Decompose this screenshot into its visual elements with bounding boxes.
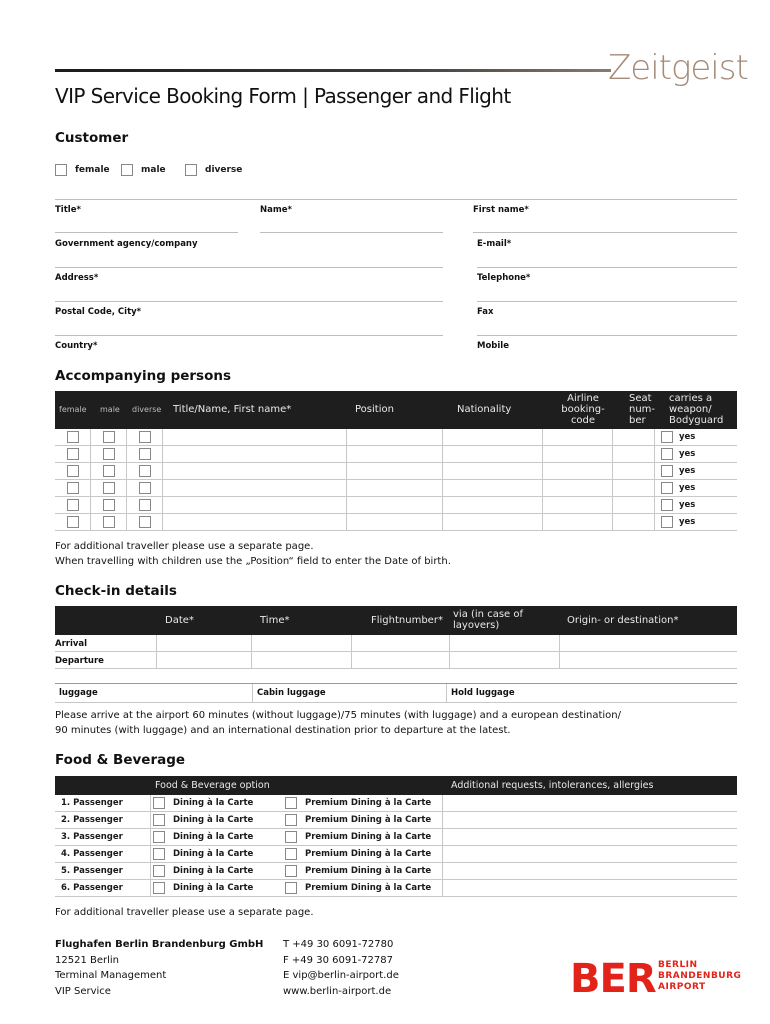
female-checkbox[interactable] bbox=[67, 431, 79, 443]
col-seat: Seat num-ber bbox=[629, 393, 656, 426]
food-row bbox=[55, 863, 737, 880]
diverse-checkbox[interactable] bbox=[139, 482, 151, 494]
premium-dining-option bbox=[283, 846, 443, 862]
footer-city: 12521 Berlin bbox=[55, 954, 120, 966]
gender-cell bbox=[55, 446, 91, 462]
customer-heading: Customer bbox=[55, 130, 129, 146]
footer-contact bbox=[283, 937, 399, 999]
page-title: VIP Service Booking Form | Passenger and Flight bbox=[55, 84, 511, 108]
additional-requests-cell[interactable] bbox=[443, 880, 737, 896]
seat-cell[interactable] bbox=[613, 497, 655, 513]
gender-options bbox=[55, 164, 242, 176]
dining-a-la-carte-checkbox[interactable] bbox=[153, 848, 165, 860]
yes-label: yes bbox=[679, 466, 696, 476]
ber-logo-text bbox=[658, 960, 741, 993]
female-checkbox[interactable] bbox=[55, 164, 67, 176]
col-flightnumber: Flightnumber* bbox=[371, 615, 443, 626]
male-checkbox[interactable] bbox=[103, 499, 115, 511]
accompanying-row bbox=[55, 497, 737, 514]
footer-email[interactable]: E vip@berlin-airport.de bbox=[283, 970, 399, 981]
dining-a-la-carte-checkbox[interactable] bbox=[153, 865, 165, 877]
weapon-cell bbox=[655, 514, 737, 530]
arrival-flight[interactable] bbox=[352, 635, 450, 651]
title-field[interactable]: Title* bbox=[55, 200, 238, 233]
departure-via[interactable] bbox=[450, 652, 560, 668]
checkin-heading: Check-in details bbox=[55, 583, 177, 599]
fax-field[interactable]: Fax bbox=[477, 302, 737, 336]
col-diverse: diverse bbox=[132, 405, 162, 414]
premium-dining-checkbox[interactable] bbox=[285, 848, 297, 860]
dining-a-la-carte-option bbox=[151, 846, 283, 862]
col-via: via (in case of layovers) bbox=[453, 609, 524, 631]
name-cell[interactable] bbox=[163, 480, 347, 496]
dining-a-la-carte-label: Dining à la Carte bbox=[173, 798, 254, 808]
seat-cell[interactable] bbox=[613, 463, 655, 479]
col-origin: Origin- or destination* bbox=[567, 615, 679, 626]
nationality-cell[interactable] bbox=[443, 480, 543, 496]
premium-dining-option bbox=[283, 812, 443, 828]
arrival-note-1: Please arrive at the airport 60 minutes (without luggage)/75 minutes (with luggage) and a european destination/ bbox=[55, 710, 622, 721]
col-weapon: carries a weapon/ Bodyguard bbox=[669, 393, 724, 426]
male-checkbox[interactable] bbox=[103, 516, 115, 528]
dining-a-la-carte-label: Dining à la Carte bbox=[173, 849, 254, 859]
weapon-cell bbox=[655, 497, 737, 513]
male-checkbox[interactable] bbox=[103, 482, 115, 494]
premium-dining-label: Premium Dining à la Carte bbox=[305, 866, 432, 876]
accompanying-row bbox=[55, 463, 737, 480]
food-header bbox=[55, 776, 737, 795]
nationality-cell[interactable] bbox=[443, 514, 543, 530]
arrival-via[interactable] bbox=[450, 635, 560, 651]
passenger-label: 6. Passenger bbox=[55, 880, 151, 896]
footer-company: Flughafen Berlin Brandenburg GmbH bbox=[55, 939, 264, 950]
seat-cell[interactable] bbox=[613, 480, 655, 496]
checkin-notes bbox=[55, 709, 621, 738]
position-cell[interactable] bbox=[347, 446, 443, 462]
diverse-label: diverse bbox=[205, 165, 243, 175]
name-cell[interactable] bbox=[163, 429, 347, 445]
col-female: female bbox=[59, 405, 87, 414]
email-field[interactable]: E-mail* bbox=[477, 234, 737, 268]
nationality-cell[interactable] bbox=[443, 429, 543, 445]
dining-a-la-carte-label: Dining à la Carte bbox=[173, 866, 254, 876]
male-checkbox[interactable] bbox=[103, 431, 115, 443]
footer-service: VIP Service bbox=[55, 985, 111, 997]
ber-text-berlin: BERLIN bbox=[658, 960, 698, 970]
footer-dept: Terminal Management bbox=[55, 970, 167, 981]
premium-dining-option bbox=[283, 880, 443, 896]
position-cell[interactable] bbox=[347, 514, 443, 530]
footer-tel: T +49 30 6091-72780 bbox=[283, 939, 394, 950]
footer-fax: F +49 30 6091-72787 bbox=[283, 954, 393, 966]
gender-cell bbox=[55, 429, 91, 445]
gender-cell bbox=[127, 514, 163, 530]
premium-dining-option bbox=[283, 863, 443, 879]
food-row bbox=[55, 829, 737, 846]
gender-cell bbox=[127, 463, 163, 479]
accompanying-row bbox=[55, 514, 737, 531]
col-time: Time* bbox=[260, 615, 290, 626]
gender-cell bbox=[91, 463, 127, 479]
weapon-checkbox[interactable] bbox=[661, 448, 673, 460]
female-checkbox[interactable] bbox=[67, 482, 79, 494]
name-field[interactable]: Name* bbox=[260, 200, 443, 233]
arrival-time[interactable] bbox=[252, 635, 352, 651]
nationality-cell[interactable] bbox=[443, 497, 543, 513]
female-label: female bbox=[75, 165, 110, 175]
departure-label: Departure bbox=[55, 652, 157, 668]
col-airline: Airline booking-code bbox=[561, 393, 605, 426]
departure-origin[interactable] bbox=[560, 652, 737, 668]
arrival-note-2: 90 minutes (with luggage) and an international destination prior to departure at the latest. bbox=[55, 724, 511, 736]
dining-a-la-carte-option bbox=[151, 863, 283, 879]
mobile-field[interactable]: Mobile bbox=[477, 341, 509, 351]
food-rows bbox=[55, 795, 737, 897]
footer-web[interactable]: www.berlin-airport.de bbox=[283, 985, 392, 997]
field-row bbox=[55, 199, 737, 233]
dining-a-la-carte-checkbox[interactable] bbox=[153, 882, 165, 894]
airline-code-cell[interactable] bbox=[543, 463, 613, 479]
yes-label: yes bbox=[679, 449, 696, 459]
address-field[interactable]: Address* bbox=[55, 268, 443, 302]
food-row bbox=[55, 812, 737, 829]
name-cell[interactable] bbox=[163, 514, 347, 530]
accompanying-row bbox=[55, 446, 737, 463]
luggage-field[interactable]: luggage bbox=[55, 684, 253, 702]
premium-dining-label: Premium Dining à la Carte bbox=[305, 798, 432, 808]
gender-cell bbox=[91, 446, 127, 462]
agency-field[interactable]: Government agency/company bbox=[55, 234, 443, 268]
passenger-label: 1. Passenger bbox=[55, 795, 151, 811]
premium-dining-label: Premium Dining à la Carte bbox=[305, 849, 432, 859]
note-children: When travelling with children use the „Position“ field to enter the Date of birth. bbox=[55, 555, 451, 567]
weapon-checkbox[interactable] bbox=[661, 431, 673, 443]
food-note: For additional traveller please use a separate page. bbox=[55, 907, 314, 918]
col-food-option: Food & Beverage option bbox=[155, 780, 270, 791]
gender-cell bbox=[127, 429, 163, 445]
arrival-origin[interactable] bbox=[560, 635, 737, 651]
accompanying-header bbox=[55, 391, 737, 429]
premium-dining-label: Premium Dining à la Carte bbox=[305, 832, 432, 842]
food-row bbox=[55, 846, 737, 863]
premium-dining-checkbox[interactable] bbox=[285, 865, 297, 877]
arrival-label: Arrival bbox=[55, 635, 157, 651]
position-cell[interactable] bbox=[347, 497, 443, 513]
checkin-rows bbox=[55, 635, 737, 669]
food-row bbox=[55, 795, 737, 812]
weapon-cell bbox=[655, 446, 737, 462]
weapon-cell bbox=[655, 463, 737, 479]
accompanying-rows bbox=[55, 429, 737, 531]
dining-a-la-carte-option bbox=[151, 812, 283, 828]
dining-a-la-carte-checkbox[interactable] bbox=[153, 831, 165, 843]
dining-a-la-carte-option bbox=[151, 795, 283, 811]
telephone-field[interactable]: Telephone* bbox=[477, 268, 737, 302]
col-name: Title/Name, First name* bbox=[173, 404, 292, 415]
first-name-field[interactable]: First name* bbox=[473, 200, 737, 233]
diverse-checkbox[interactable] bbox=[139, 516, 151, 528]
food-row bbox=[55, 880, 737, 897]
male-checkbox[interactable] bbox=[121, 164, 133, 176]
passenger-label: 2. Passenger bbox=[55, 812, 151, 828]
diverse-checkbox[interactable] bbox=[139, 465, 151, 477]
weapon-checkbox[interactable] bbox=[661, 482, 673, 494]
ber-text-brandenburg: BRANDENBURG bbox=[658, 971, 742, 981]
hold-luggage-field[interactable]: Hold luggage bbox=[451, 688, 515, 698]
male-checkbox[interactable] bbox=[103, 465, 115, 477]
female-checkbox[interactable] bbox=[67, 448, 79, 460]
premium-dining-checkbox[interactable] bbox=[285, 882, 297, 894]
additional-requests-cell[interactable] bbox=[443, 812, 737, 828]
premium-dining-checkbox[interactable] bbox=[285, 831, 297, 843]
male-label: male bbox=[141, 165, 166, 175]
airline-code-cell[interactable] bbox=[543, 497, 613, 513]
gender-cell bbox=[127, 446, 163, 462]
col-position: Position bbox=[355, 404, 394, 415]
weapon-checkbox[interactable] bbox=[661, 516, 673, 528]
additional-requests-cell[interactable] bbox=[443, 829, 737, 845]
accompanying-row bbox=[55, 429, 737, 446]
yes-label: yes bbox=[679, 500, 696, 510]
additional-requests-cell[interactable] bbox=[443, 795, 737, 811]
premium-dining-option bbox=[283, 795, 443, 811]
gender-cell bbox=[127, 497, 163, 513]
premium-dining-label: Premium Dining à la Carte bbox=[305, 883, 432, 893]
yes-label: yes bbox=[679, 483, 696, 493]
accompanying-notes bbox=[55, 540, 451, 569]
nationality-cell[interactable] bbox=[443, 446, 543, 462]
diverse-checkbox[interactable] bbox=[185, 164, 197, 176]
col-additional-requests: Additional requests, intolerances, allergies bbox=[451, 780, 654, 791]
gender-cell bbox=[91, 429, 127, 445]
departure-time[interactable] bbox=[252, 652, 352, 668]
arrival-row bbox=[55, 635, 737, 652]
departure-date[interactable] bbox=[157, 652, 252, 668]
nationality-cell[interactable] bbox=[443, 463, 543, 479]
diverse-checkbox[interactable] bbox=[139, 431, 151, 443]
female-checkbox[interactable] bbox=[67, 499, 79, 511]
position-cell[interactable] bbox=[347, 429, 443, 445]
seat-cell[interactable] bbox=[613, 446, 655, 462]
female-checkbox[interactable] bbox=[67, 516, 79, 528]
departure-flight[interactable] bbox=[352, 652, 450, 668]
dining-a-la-carte-label: Dining à la Carte bbox=[173, 815, 254, 825]
female-checkbox[interactable] bbox=[67, 465, 79, 477]
dining-a-la-carte-label: Dining à la Carte bbox=[173, 832, 254, 842]
arrival-date[interactable] bbox=[157, 635, 252, 651]
name-cell[interactable] bbox=[163, 446, 347, 462]
gender-cell bbox=[55, 480, 91, 496]
diverse-checkbox[interactable] bbox=[139, 448, 151, 460]
gender-cell bbox=[55, 463, 91, 479]
accompanying-row bbox=[55, 480, 737, 497]
additional-requests-cell[interactable] bbox=[443, 863, 737, 879]
seat-cell[interactable] bbox=[613, 429, 655, 445]
cabin-luggage-field[interactable]: Cabin luggage bbox=[253, 684, 447, 702]
gender-cell bbox=[91, 514, 127, 530]
gender-cell bbox=[91, 497, 127, 513]
gender-cell bbox=[91, 480, 127, 496]
name-cell[interactable] bbox=[163, 497, 347, 513]
departure-row bbox=[55, 652, 737, 669]
col-male: male bbox=[100, 405, 120, 414]
dining-a-la-carte-checkbox[interactable] bbox=[153, 814, 165, 826]
passenger-label: 5. Passenger bbox=[55, 863, 151, 879]
male-checkbox[interactable] bbox=[103, 448, 115, 460]
yes-label: yes bbox=[679, 517, 696, 527]
checkin-header bbox=[55, 606, 737, 635]
passenger-label: 4. Passenger bbox=[55, 846, 151, 862]
name-cell[interactable] bbox=[163, 463, 347, 479]
customer-fields bbox=[55, 199, 737, 233]
seat-cell[interactable] bbox=[613, 514, 655, 530]
passenger-label: 3. Passenger bbox=[55, 829, 151, 845]
weapon-cell bbox=[655, 429, 737, 445]
additional-requests-cell[interactable] bbox=[443, 846, 737, 862]
weapon-checkbox[interactable] bbox=[661, 465, 673, 477]
airline-code-cell[interactable] bbox=[543, 446, 613, 462]
header-rule bbox=[55, 69, 611, 72]
diverse-checkbox[interactable] bbox=[139, 499, 151, 511]
zeitgeist-logo: Zeitgeist bbox=[608, 48, 748, 88]
weapon-checkbox[interactable] bbox=[661, 499, 673, 511]
footer-address bbox=[55, 937, 263, 999]
col-nationality: Nationality bbox=[457, 404, 512, 415]
weapon-cell bbox=[655, 480, 737, 496]
airline-code-cell[interactable] bbox=[543, 514, 613, 530]
accompanying-heading: Accompanying persons bbox=[55, 368, 232, 384]
dining-a-la-carte-option bbox=[151, 829, 283, 845]
airline-code-cell[interactable] bbox=[543, 429, 613, 445]
airline-code-cell[interactable] bbox=[543, 480, 613, 496]
yes-label: yes bbox=[679, 432, 696, 442]
gender-cell bbox=[55, 514, 91, 530]
ber-text-airport: AIRPORT bbox=[658, 982, 706, 992]
gender-cell bbox=[55, 497, 91, 513]
customer-fields-2 bbox=[55, 234, 737, 364]
dining-a-la-carte-label: Dining à la Carte bbox=[173, 883, 254, 893]
postal-code-field[interactable]: Postal Code, City* bbox=[55, 302, 443, 336]
dining-a-la-carte-checkbox[interactable] bbox=[153, 797, 165, 809]
premium-dining-label: Premium Dining à la Carte bbox=[305, 815, 432, 825]
premium-dining-checkbox[interactable] bbox=[285, 797, 297, 809]
ber-logo: BER bbox=[570, 956, 656, 1002]
note-separate-page: For additional traveller please use a separate page. bbox=[55, 541, 314, 552]
premium-dining-option bbox=[283, 829, 443, 845]
food-heading: Food & Beverage bbox=[55, 752, 186, 768]
col-date: Date* bbox=[165, 615, 194, 626]
dining-a-la-carte-option bbox=[151, 880, 283, 896]
luggage-row bbox=[55, 683, 737, 703]
position-cell[interactable] bbox=[347, 463, 443, 479]
position-cell[interactable] bbox=[347, 480, 443, 496]
premium-dining-checkbox[interactable] bbox=[285, 814, 297, 826]
gender-cell bbox=[127, 480, 163, 496]
country-field[interactable]: Country* bbox=[55, 341, 98, 351]
